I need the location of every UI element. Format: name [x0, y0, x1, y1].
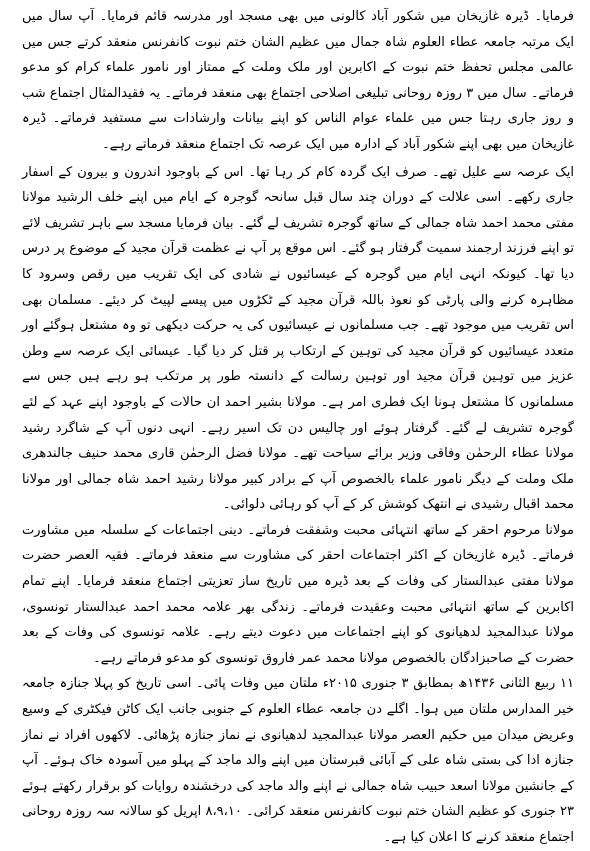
- paragraph-2: ایک عرصہ سے علیل تھے۔ صرف ایک گردہ کام کر رہا تھا۔ اس کے باوجود اندرون و بیرون کے اسفار جاری رکھے۔ اسی علالت کے دوران چند سال قبل سانحہ گوجرہ کے ایام میں اپنے خلف الرشید مولانا مفتی محمد احمد شاہ جمالی کے ساتھ گوجرہ تشریف لے گئے۔ بیان فرمایا مسجد سے باہر تشریف لائے تو اپنے فرزند ارجمند سمیت گرفتار ہو گئے۔ اس موقع پر آپ نے عظمت قرآن مجید کے موضوع پر درس دیا تھا۔ کیونکہ انہی ایام میں گوجرہ کے عیسائیوں نے شادی کی ایک تقریب میں رقص وسرود کا مظاہرہ کرنے والی پارٹی کو نعوذ باللہ قرآن مجید کے ٹکڑوں میں پیسے لپیٹ کر دیئے۔ مسلمان بھی اس تقریب میں موجود تھے۔ جب مسلمانوں نے عیسائیوں کی یہ حرکت دیکھی تو وہ مشتعل ہوگئے اور متعدد عیسائیوں کو قرآن مجید کی توہین کے ارتکاب پر قتل کر دیا گیا۔ عیسائی ایک عرصہ سے وطن عزیز میں توہین قرآن مجید اور توہین رسالت کے دانستہ طور پر مرتکب ہو رہے ہیں جس سے مسلمانوں کا مشتعل ہونا ایک فطری امر ہے۔ مولانا بشیر احمد ان حالات کے باوجود اپنے عہد کے لئے گوجرہ تشریف لے گئے۔ گرفتار ہوئے اور چالیس دن تک اسیر رہے۔ انہی دنوں آپ کے شاگرد رشید مولانا عطاء الرحمٰن وفاقی وزیر برائے سیاحت تھے۔ مولانا فضل الرحمٰن قاری محمد حنیف جالندھری ملک وملت کے دیگر نامور علماء بالخصوص آپ کے برادر کبیر مولانا رشید احمد شاہ جمالی اور مولانا محمد اقبال رشیدی نے انتھک کوشش کر کے آپ کو رہائی دلوائی۔: [22, 164, 574, 513]
- paragraph-4: ۱۱ ربیع الثانی ۱۴۳۶ھ بمطابق ۳ جنوری ۲۰۱۵ء ملتان میں وفات پائی۔ اسی تاریخ کو پہلا جنازہ جامعہ خیر المدارس ملتان میں ہوا۔ اگلے دن جامعہ عطاء العلوم کے جنوبی جانب ایک کاٹن فیکٹری کے وسیع وعریض میدان میں حکیم العصر مولانا عبدالمجید لدھیانوی نے نماز جنازہ پڑھائی۔ لاکھوں افراد نے نماز جنازہ ادا کی بستی شاہ علی کے آبائی قبرستان میں اپنے والد ماجد کے پہلو میں آسودہ خاک ہوئے۔ آپ کے جانشین مولانا اسعد حبیب شاہ جمالی نے اپنے والد ماجد کی درخشندہ روایات کو برقرار رکھتے ہوئے ۲۳ جنوری کو عظیم الشان ختم نبوت کانفرنس منعقد کرائی۔ ۸،۹،۱۰ اپریل کو سالانہ سہ روزہ روحانی اجتماع منعقد کرنے کا اعلان کیا ہے۔: [22, 676, 575, 845]
- paragraph-3: مولانا مرحوم احقر کے ساتھ انتہائی محبت وشفقت فرماتے۔ دینی اجتماعات کے سلسلہ میں مشاورت فرماتے۔ ڈیرہ غازیخان کے اکثر اجتماعات احقر کی مشاورت سے منعقد فرماتے۔ فقیہ العصر حضرت مولانا مفتی عبدالستار کی وفات کے بعد ڈیرہ میں تاریخ ساز تعزیتی اجتماع منعقد فرمایا۔ اپنے تمام اکابرین کے ساتھ انتہائی محبت وعقیدت فرماتے۔ زندگی بھر علامہ محمد احمد عبدالستار تونسوی، مولانا عبدالمجید لدھیانوی کو اپنے اجتماعات میں دعوت دیتے رہے۔ علامہ تونسوی کی وفات کے بعد حضرت کے صاحبزادگان بالخصوص مولانا محمد عمر فاروق تونسوی کو مدعو فرماتے رہے۔: [22, 522, 574, 666]
- paragraph-1: فرمایا۔ ڈیرہ غازیخان میں شکور آباد کالونی میں بھی مسجد اور مدرسہ قائم فرمایا۔ آپ سال میں ایک مرتبہ جامعہ عطاء العلوم شاہ جمال میں عظیم الشان ختم نبوت کانفرنس منعقد کرتے جس میں عالمی مجلس تحفظ ختم نبوت کے اکابرین اور ملک وملت کے ممتاز اور نامور علماء کرام کو مدعو فرماتے۔ سال میں ۳ روزہ روحانی تبلیغی اصلاحی اجتماع بھی منعقد فرماتے۔ یہ فقیدالمثال اجتماع شب و روز جاری رہتا جس میں علماء عوام الناس کو اپنے بیانات وارشادات سے مستفید فرماتے۔ ڈیرہ غازیخان میں بھی اپنے شکور آباد کے ادارہ میں ایک عرصہ تک اجتماع منعقد فرماتے رہے۔: [22, 9, 574, 152]
- article-body: [22, 4, 574, 851]
